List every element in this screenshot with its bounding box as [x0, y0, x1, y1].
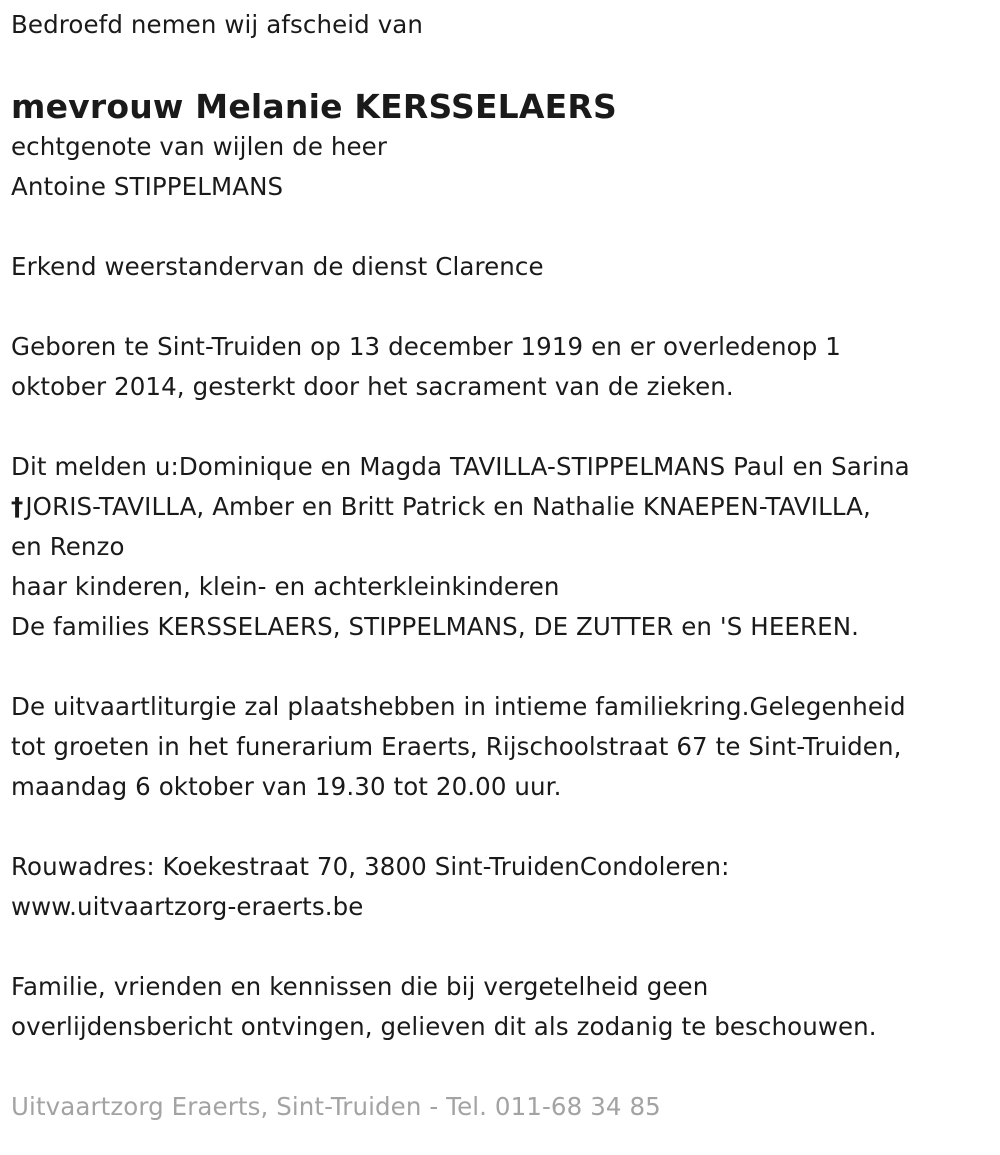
- announce-line-2: [11, 487, 1000, 527]
- announce-line-3: en Renzo: [11, 532, 125, 561]
- spacer: [11, 807, 1000, 847]
- announce-line-2-text: JORIS-TAVILLA, Amber en Britt Patrick en Nathalie KNAEPEN-TAVILLA,: [25, 492, 871, 521]
- closing-line-2: overlijdensbericht ontvingen, gelieven dit als zodanig te beschouwen.: [11, 1012, 877, 1041]
- announce-line-1: Dit melden u:Dominique en Magda TAVILLA-STIPPELMANS Paul en Sarina: [11, 452, 910, 481]
- funeral-line-3: maandag 6 oktober van 19.30 tot 20.00 uur.: [11, 772, 562, 801]
- spacer: [11, 647, 1000, 687]
- spouse-line-1: echtgenote van wijlen de heer: [11, 132, 388, 161]
- birth-death-line-1: Geboren te Sint-Truiden op 13 december 1919 en er overledenop 1: [11, 332, 841, 361]
- birth-death-line-2: oktober 2014, gesterkt door het sacrament van de zieken.: [11, 372, 734, 401]
- spacer: [11, 927, 1000, 967]
- address-line-2: www.uitvaartzorg-eraerts.be: [11, 892, 364, 921]
- funeral-line-1: De uitvaartliturgie zal plaatshebben in intieme familiekring.Gelegenheid: [11, 692, 906, 721]
- funeral-line-2: tot groeten in het funerarium Eraerts, Rijschoolstraat 67 te Sint-Truiden,: [11, 732, 902, 761]
- spacer: [11, 1047, 1000, 1087]
- deceased-name: mevrouw Melanie KERSSELAERS: [11, 87, 617, 126]
- spacer: [11, 287, 1000, 327]
- intro-text: Bedroefd nemen wij afscheid van: [11, 10, 424, 39]
- spouse-line-2: Antoine STIPPELMANS: [11, 172, 284, 201]
- spacer: [11, 207, 1000, 247]
- announce-line-5: De families KERSSELAERS, STIPPELMANS, DE ZUTTER en 'S HEEREN.: [11, 612, 860, 641]
- closing-line-1: Familie, vrienden en kennissen die bij vergetelheid geen: [11, 972, 709, 1001]
- spacer: [11, 407, 1000, 447]
- death-notice: [0, 5, 1000, 1155]
- recognition-text: Erkend weerstandervan de dienst Clarence: [11, 252, 544, 281]
- address-line-1: Rouwadres: Koekestraat 70, 3800 Sint-TruidenCondoleren:: [11, 852, 730, 881]
- undertaker-footer: Uitvaartzorg Eraerts, Sint-Truiden - Tel. 011-68 34 85: [11, 1092, 661, 1121]
- announce-line-4: haar kinderen, klein- en achterkleinkinderen: [11, 572, 560, 601]
- cross-icon: †: [11, 492, 24, 521]
